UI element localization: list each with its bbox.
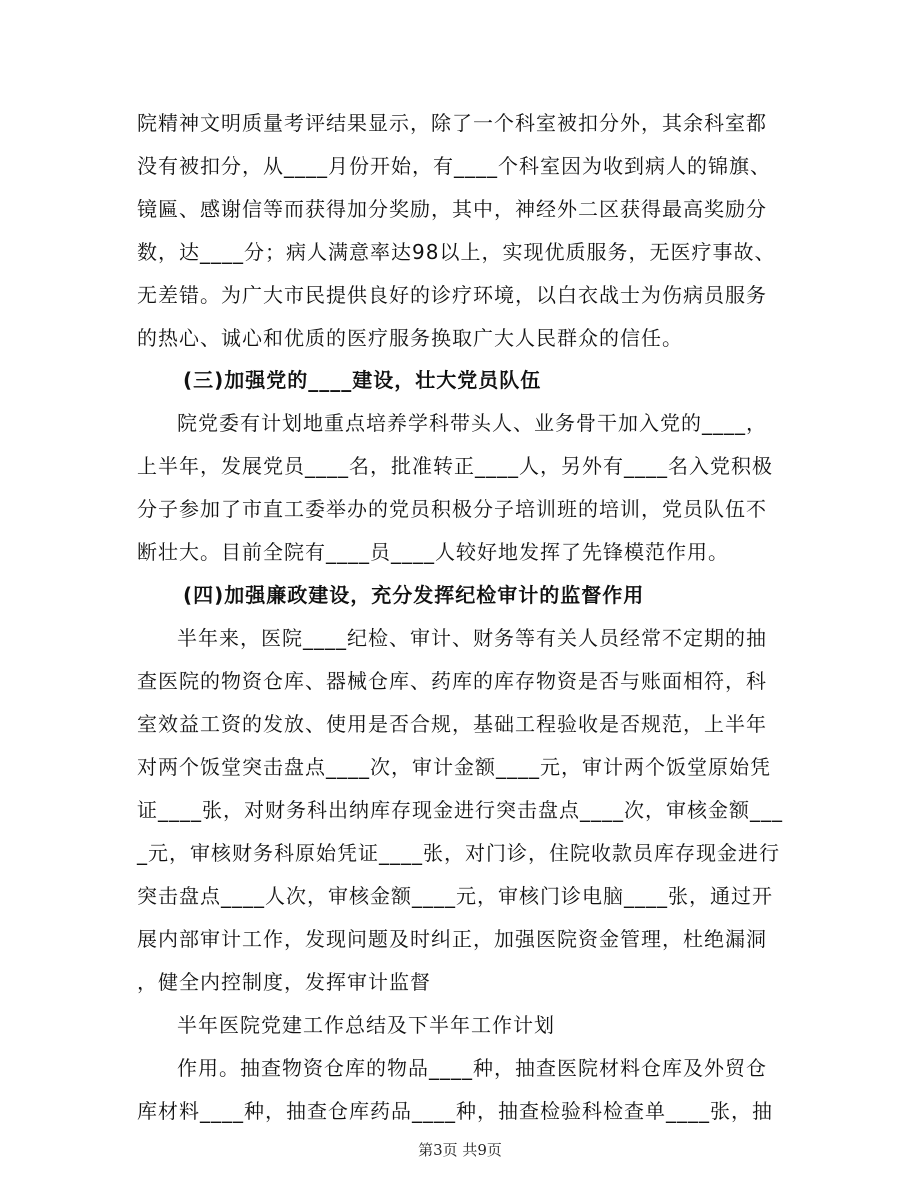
para1-line-5: 无差错。为广大市民提供良好的诊疗环境，以白衣战士为伤病员服务 (137, 283, 767, 307)
para1-line-6: 的热心、诚心和优质的医疗服务换取广大人民群众的信任。 (137, 326, 683, 350)
para4-line-1: 作用。抽查物资仓库的物品____种，抽查医院材料仓库及外贸仓 (177, 1056, 767, 1080)
para3-line-9: ，健全内控制度，发挥审计监督 (137, 970, 431, 994)
para3-line-7: 突击盘点____人次，审核金额____元，审核门诊电脑____张，通过开 (137, 884, 773, 908)
para1-line-1: 院精神文明质量考评结果显示，除了一个科室被扣分外，其余科室都 (137, 111, 767, 135)
para3-line-4: 对两个饭堂突击盘点____次，审计金额____元，审计两个饭堂原始凭 (137, 755, 771, 779)
para2-line-1: 院党委有计划地重点培养学科带头人、业务骨干加入党的____， (177, 411, 767, 435)
page-number-footer: 第3页 共9页 (418, 1141, 502, 1159)
para2-line-4: 断壮大。目前全院有____员____人较好地发挥了先锋模范作用。 (137, 540, 729, 564)
section-heading-4: (四)加强廉政建设，充分发挥纪检审计的监督作用 (183, 583, 645, 607)
para2-line-3: 分子参加了市直工委举办的党员积极分子培训班的培训，党员队伍不 (137, 497, 767, 521)
para3-line-1: 半年来，医院____纪检、审计、财务等有关人员经常不定期的抽 (177, 626, 767, 650)
section-heading-3: (三)加强党的____建设，壮大党员队伍 (183, 368, 542, 392)
para1-line-3: 镜匾、感谢信等而获得加分奖励，其中，神经外二区获得最高奖励分 (137, 197, 767, 221)
para1-line-4: 数，达____分；病人满意率达98以上，实现优质服务，无医疗事故、 (137, 240, 776, 264)
para1-line-2: 没有被扣分，从____月份开始，有____个科室因为收到病人的锦旗、 (137, 154, 771, 178)
para4-line-2: 库材料____种，抽查仓库药品____种，抽查检验科检查单____张，抽 (137, 1099, 773, 1123)
para3-line-3: 室效益工资的发放、使用是否合规，基础工程验收是否规范，上半年 (137, 712, 767, 736)
para3-line-8: 展内部审计工作，发现问题及时纠正，加强医院资金管理，杜绝漏洞 (137, 927, 767, 951)
document-title-line: 半年医院党建工作总结及下半年工作计划 (177, 1013, 555, 1037)
para3-line-6: _元，审核财务科原始凭证____张，对门诊，住院收款员库存现金进行 (137, 841, 780, 865)
para3-line-2: 查医院的物资仓库、器械仓库、药库的库存物资是否与账面相符，科 (137, 669, 767, 693)
para3-line-5: 证____张，对财务科出纳库存现金进行突击盘点____次，审核金额___ (137, 798, 783, 822)
para2-line-2: 上半年，发展党员____名，批准转正____人，另外有____名入党积极 (137, 454, 773, 478)
